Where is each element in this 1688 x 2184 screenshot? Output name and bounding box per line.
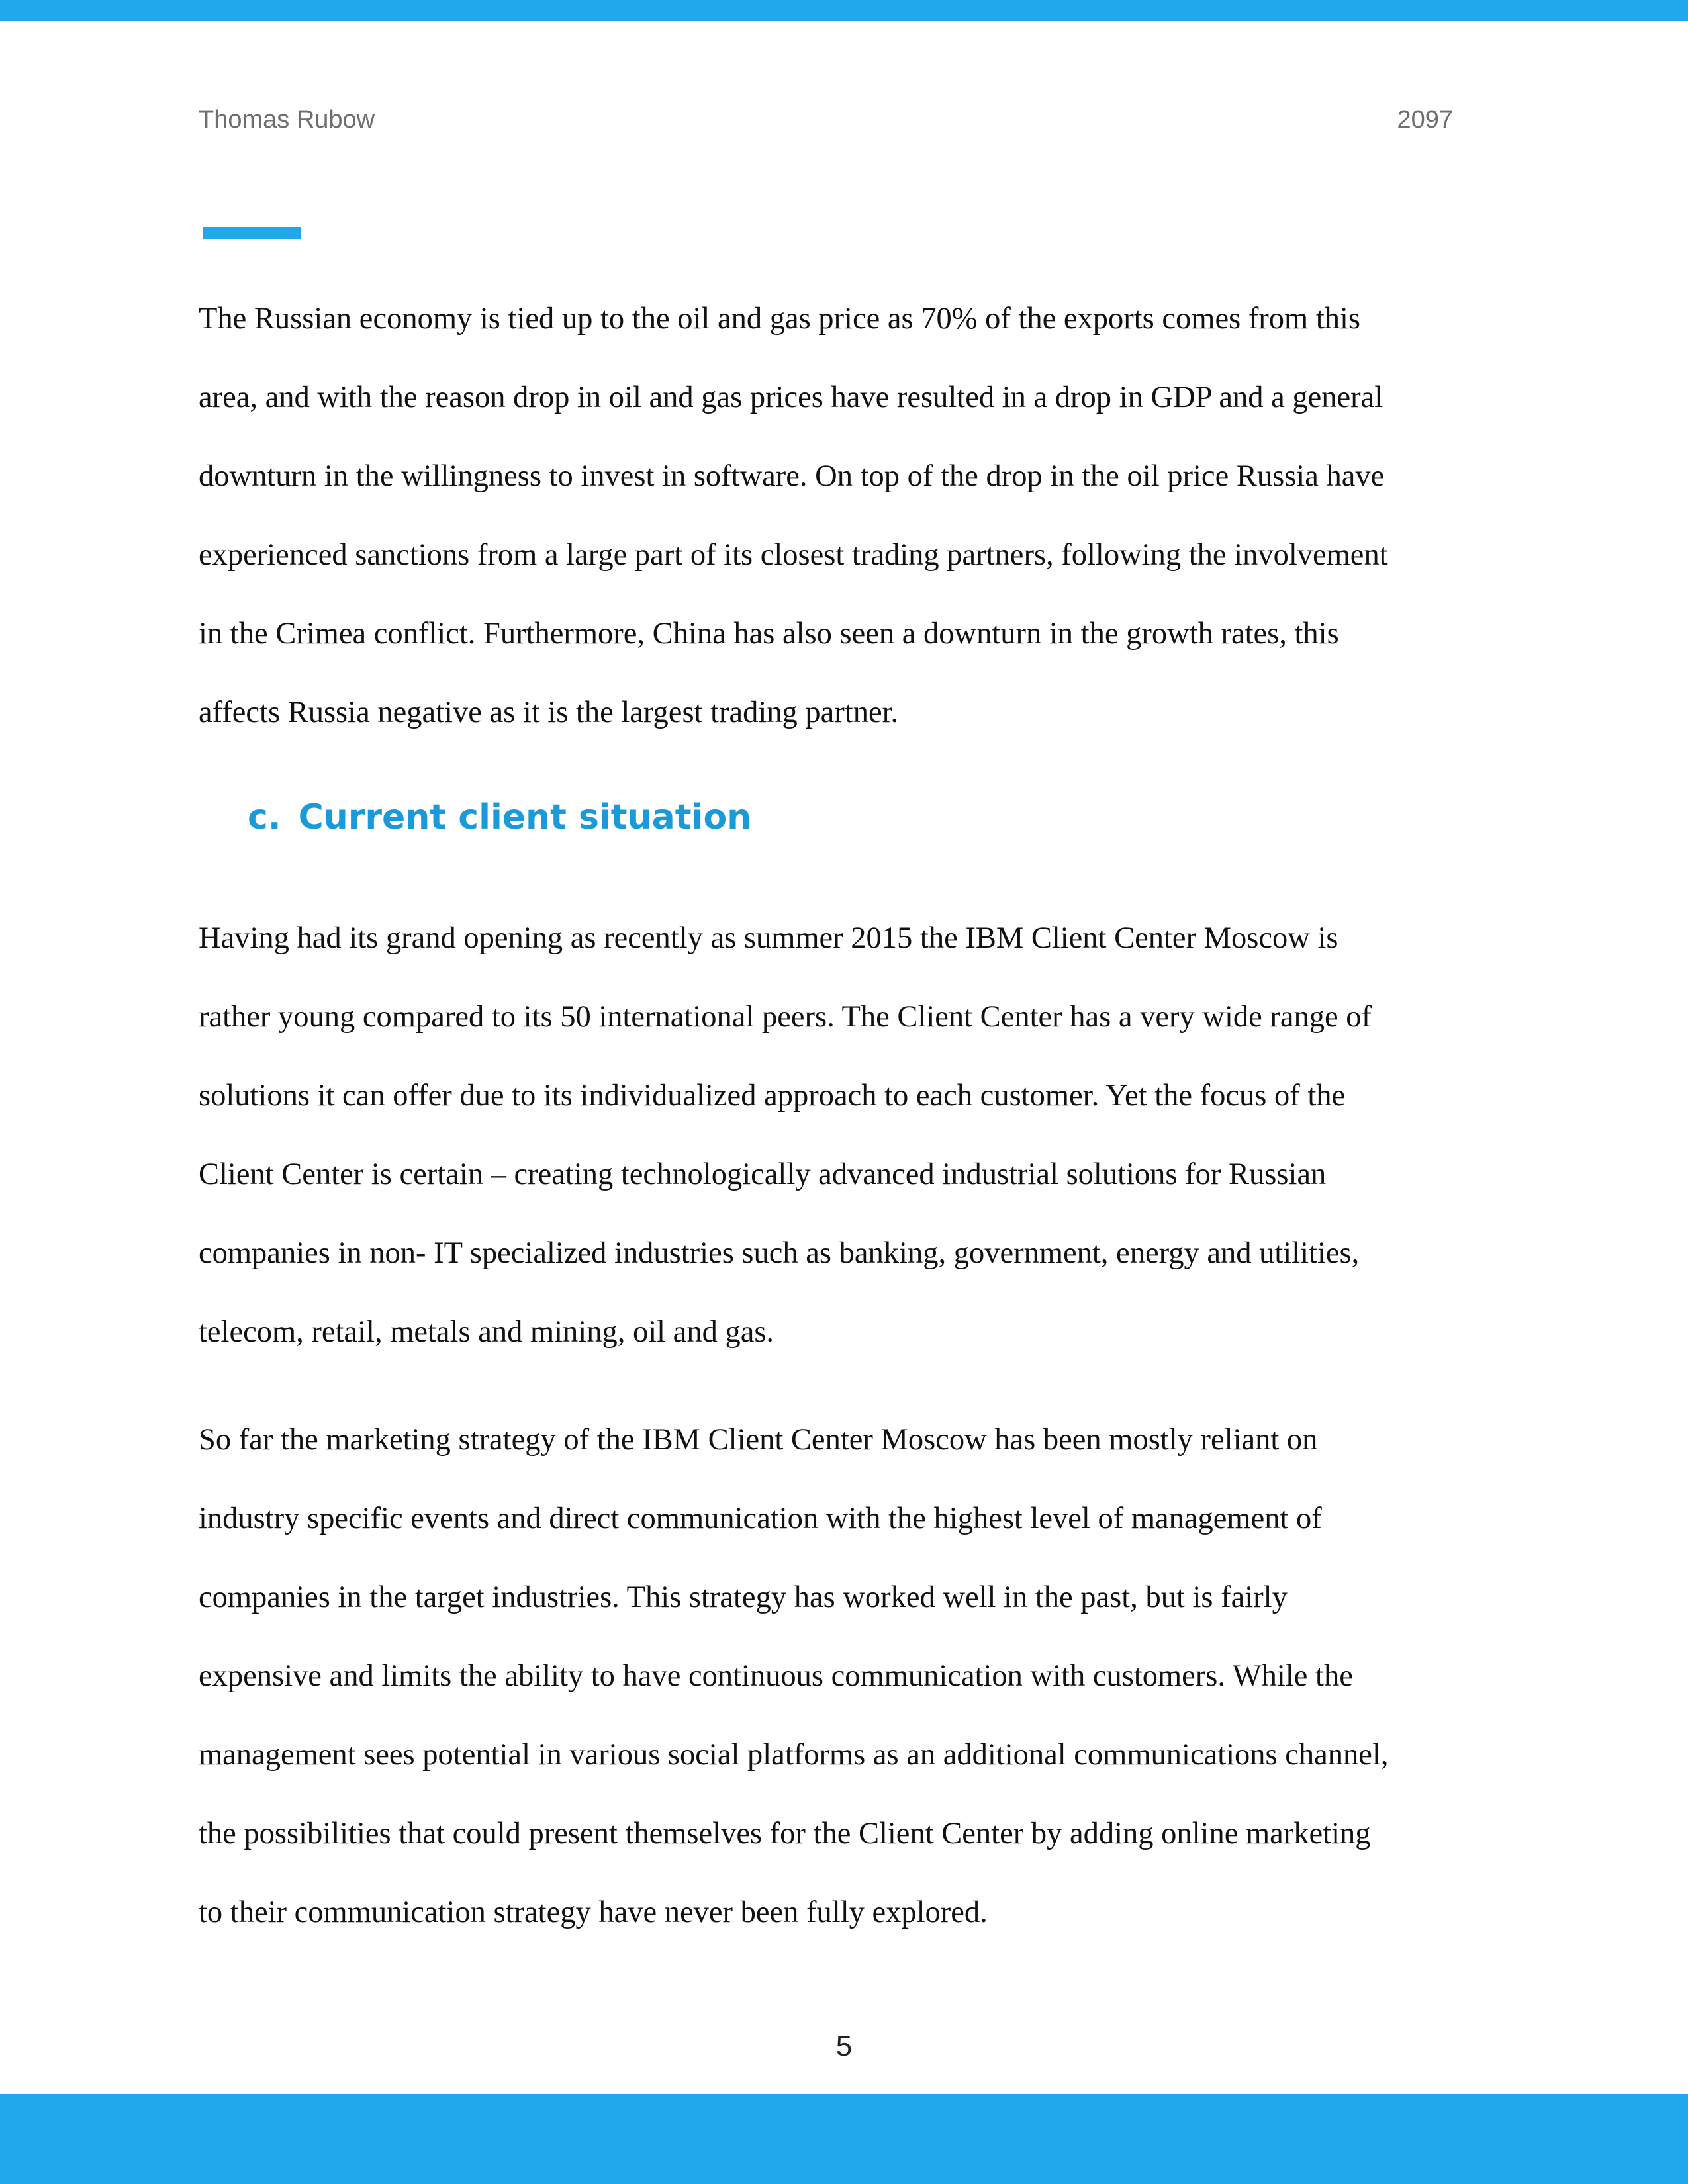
section-letter: c.: [248, 797, 281, 837]
paragraph-line: downturn in the willingness to invest in software. On top of the drop in the oil price Russia have: [199, 459, 1385, 493]
section-heading: [248, 794, 751, 841]
page-number: 5: [835, 2030, 853, 2062]
paragraph-line: experienced sanctions from a large part of its closest trading partners, following the involvement: [199, 538, 1388, 572]
accent-rule: [203, 227, 301, 239]
paragraph-1: [199, 279, 1489, 752]
paragraph-line: Having had its grand opening as recently as summer 2015 the IBM Client Center Moscow is: [199, 921, 1338, 955]
header-author: Thomas Rubow: [199, 106, 375, 134]
top-accent-bar: [0, 0, 1688, 21]
header-number: 2097: [1397, 106, 1453, 134]
paragraph-line: affects Russia negative as it is the largest trading partner.: [199, 696, 899, 729]
paragraph-line: management sees potential in various social platforms as an additional communications channel,: [199, 1738, 1389, 1772]
paragraph-line: industry specific events and direct communication with the highest level of management of: [199, 1502, 1322, 1535]
paragraph-line: solutions it can offer due to its individualized approach to each customer. Yet the focus of the: [199, 1079, 1346, 1113]
paragraph-line: companies in non- IT specialized industries such as banking, government, energy and utilities,: [199, 1236, 1360, 1270]
paragraph-line: expensive and limits the ability to have continuous communication with customers. While the: [199, 1659, 1353, 1693]
bottom-accent-bar: [0, 2094, 1688, 2184]
paragraph-line: telecom, retail, metals and mining, oil and gas.: [199, 1315, 774, 1349]
paragraph-line: companies in the target industries. This strategy has worked well in the past, but is fairly: [199, 1580, 1288, 1614]
section-title: Current client situation: [298, 797, 752, 837]
paragraph-line: in the Crimea conflict. Furthermore, China has also seen a downturn in the growth rates, this: [199, 617, 1339, 651]
paragraph-line: to their communication strategy have never been fully explored.: [199, 1895, 988, 1929]
paragraph-line: the possibilities that could present themselves for the Client Center by adding online marketing: [199, 1817, 1371, 1850]
paragraph-line: rather young compared to its 50 international peers. The Client Center has a very wide range of: [199, 1000, 1372, 1034]
paragraph-line: area, and with the reason drop in oil and gas prices have resulted in a drop in GDP and a general: [199, 381, 1383, 414]
paragraph-line: So far the marketing strategy of the IBM Client Center Moscow has been mostly reliant on: [199, 1423, 1318, 1457]
paragraph-line: The Russian economy is tied up to the oil and gas price as 70% of the exports comes from this: [199, 302, 1361, 336]
paragraph-3: [199, 1400, 1489, 1952]
paragraph-line: Client Center is certain – creating technologically advanced industrial solutions for Russian: [199, 1158, 1327, 1191]
paragraph-2: [199, 899, 1489, 1371]
